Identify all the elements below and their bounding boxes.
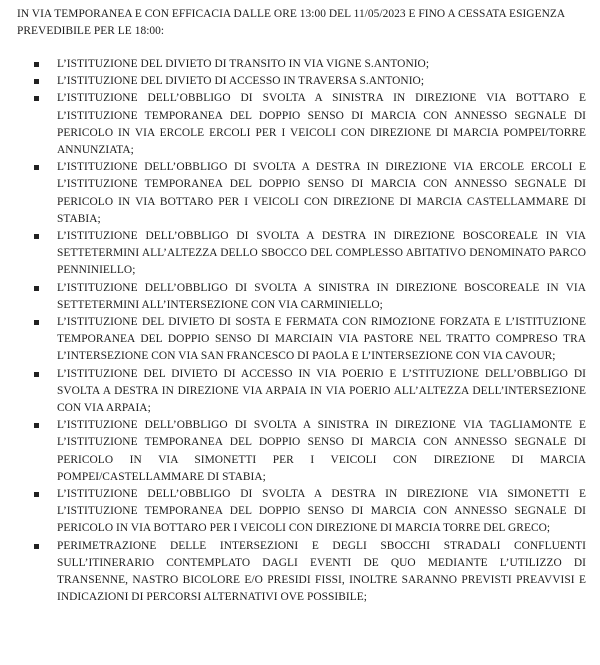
list-item-text: L’ISTITUZIONE DELL’OBBLIGO DI SVOLTA A SINISTRA IN DIREZIONE VIA TAGLIAMONTE E L’ISTITUZIONE TEMPORANEA DEL DOPPIO SENSO DI MARCIA CON ANNESSO SEGNALE DI PERICOLO IN VIA SIMONETTI PER I VEICOLI CON DIREZIONE DI MARCIA POMPEI/CASTELLAMMARE DI STABIA; — [57, 419, 586, 483]
list-item-text: L’ISTITUZIONE DELL’OBBLIGO DI SVOLTA A DESTRA IN DIREZIONE BOSCOREALE IN VIA SETTETERMINI ALL’ALTEZZA DELLO SBOCCO DEL COMPLESSO ABITATIVO DENOMINATO PARCO PENNINIELLO; — [57, 230, 586, 277]
bullet-icon — [34, 165, 39, 170]
list-item — [17, 56, 586, 73]
bullet-icon — [34, 286, 39, 291]
list-item-text: L’ISTITUZIONE DELL’OBBLIGO DI SVOLTA A SINISTRA IN DIREZIONE BOSCOREALE IN VIA SETTETERMINI ALL’INTERSEZIONE CON VIA CARMINIELLO; — [57, 281, 586, 311]
list-item-text: L’ISTITUZIONE DEL DIVIETO DI ACCESSO IN TRAVERSA S.ANTONIO; — [57, 75, 425, 88]
list-item — [17, 73, 586, 90]
list-item-text: L’ISTITUZIONE DELL’OBBLIGO DI SVOLTA A DESTRA IN DIREZIONE VIA SIMONETTI E L’ISTITUZIONE TEMPORANEA DEL DOPPIO SENSO DI MARCIA CON ANNESSO SEGNALE DI PERICOLO IN VIA BOTTARO PER I VEICOLI CON DIREZIONE DI MARCIA TORRE DEL GRECO; — [57, 488, 586, 535]
bullet-icon — [34, 544, 39, 549]
intro-paragraph: IN VIA TEMPORANEA E CON EFFICACIA DALLE ORE 13:00 DEL 11/05/2023 E FINO A CESSATA ESIGENZA PREVEDIBILE PER LE 18:00: — [17, 8, 565, 37]
list-item — [17, 314, 586, 366]
bullet-icon — [34, 492, 39, 497]
bullet-icon — [34, 320, 39, 325]
list-item — [17, 366, 586, 418]
bullet-icon — [34, 79, 39, 84]
list-item — [17, 280, 586, 314]
list-item — [17, 417, 586, 486]
list-item-text: L’ISTITUZIONE DEL DIVIETO DI TRANSITO IN VIA VIGNE S.ANTONIO; — [57, 58, 430, 70]
bullet-icon — [34, 423, 39, 428]
list-item — [17, 90, 586, 159]
list-item-text: L’ISTITUZIONE DELL’OBBLIGO DI SVOLTA A DESTRA IN DIREZIONE VIA ERCOLE ERCOLI E L’ISTITUZIONE TEMPORANEA DEL DOPPIO SENSO DI MARCIA CON ANNESSO SEGNALE DI PERICOLO IN VIA BOTTARO PER I VEICOLI CON DIREZIONE DI MARCIA CASTELLAMMARE DI STABIA; — [57, 161, 586, 225]
bullet-icon — [34, 96, 39, 101]
ordinance-list — [17, 56, 586, 607]
list-item — [17, 538, 586, 607]
list-item — [17, 486, 586, 538]
list-item-text: L’ISTITUZIONE DELL’OBBLIGO DI SVOLTA A SINISTRA IN DIREZIONE VIA BOTTARO E L’ISTITUZIONE TEMPORANEA DEL DOPPIO SENSO DI MARCIA CON ANNESSO SEGNALE DI PERICOLO IN VIA ERCOLE ERCOLI PER I VEICOLI CON DIREZIONE DI MARCIA POMPEI/TORRE ANNUNZIATA; — [57, 92, 586, 157]
list-item-text: PERIMETRAZIONE DELLE INTERSEZIONI E DEGLI SBOCCHI STRADALI CONFLUENTI SULL’ITINERARIO CONTEMPLATO DAGLI EVENTI DE QUO MEDIANTE L’UTILIZZO DI TRANSENNE, NASTRO BICOLORE E/O PRESIDI FISSI, INOLTRE SARANNO PREVISTI PREAVVISI E INDICAZIONI DI PERCORSI ALTERNATIVI OVE POSSIBILE; — [57, 539, 586, 604]
list-item-text: L’ISTITUZIONE DEL DIVIETO DI ACCESSO IN VIA POERIO E L’STITUZIONE DELL’OBBLIGO DI SVOLTA A DESTRA IN DIREZIONE VIA ARPAIA IN VIA POERIO ALL’ALTEZZA DELL’INTERSEZIONE CON VIA ARPAIA; — [57, 367, 586, 415]
list-item — [17, 159, 586, 228]
bullet-icon — [34, 234, 39, 239]
bullet-icon — [34, 372, 39, 377]
bullet-icon — [34, 62, 39, 67]
list-item-text: L’ISTITUZIONE DEL DIVIETO DI SOSTA E FERMATA CON RIMOZIONE FORZATA E L’ISTITUZIONE TEMPORANEA DEL DOPPIO SENSO DI MARCIAIN VIA PASTORE NEL TRATTO COMPRESO TRA L’INTERSEZIONE CON VIA SAN FRANCESCO DI PAOLA E L’INTERSEZIONE CON VIA CAVOUR; — [57, 316, 586, 363]
list-item — [17, 228, 586, 280]
